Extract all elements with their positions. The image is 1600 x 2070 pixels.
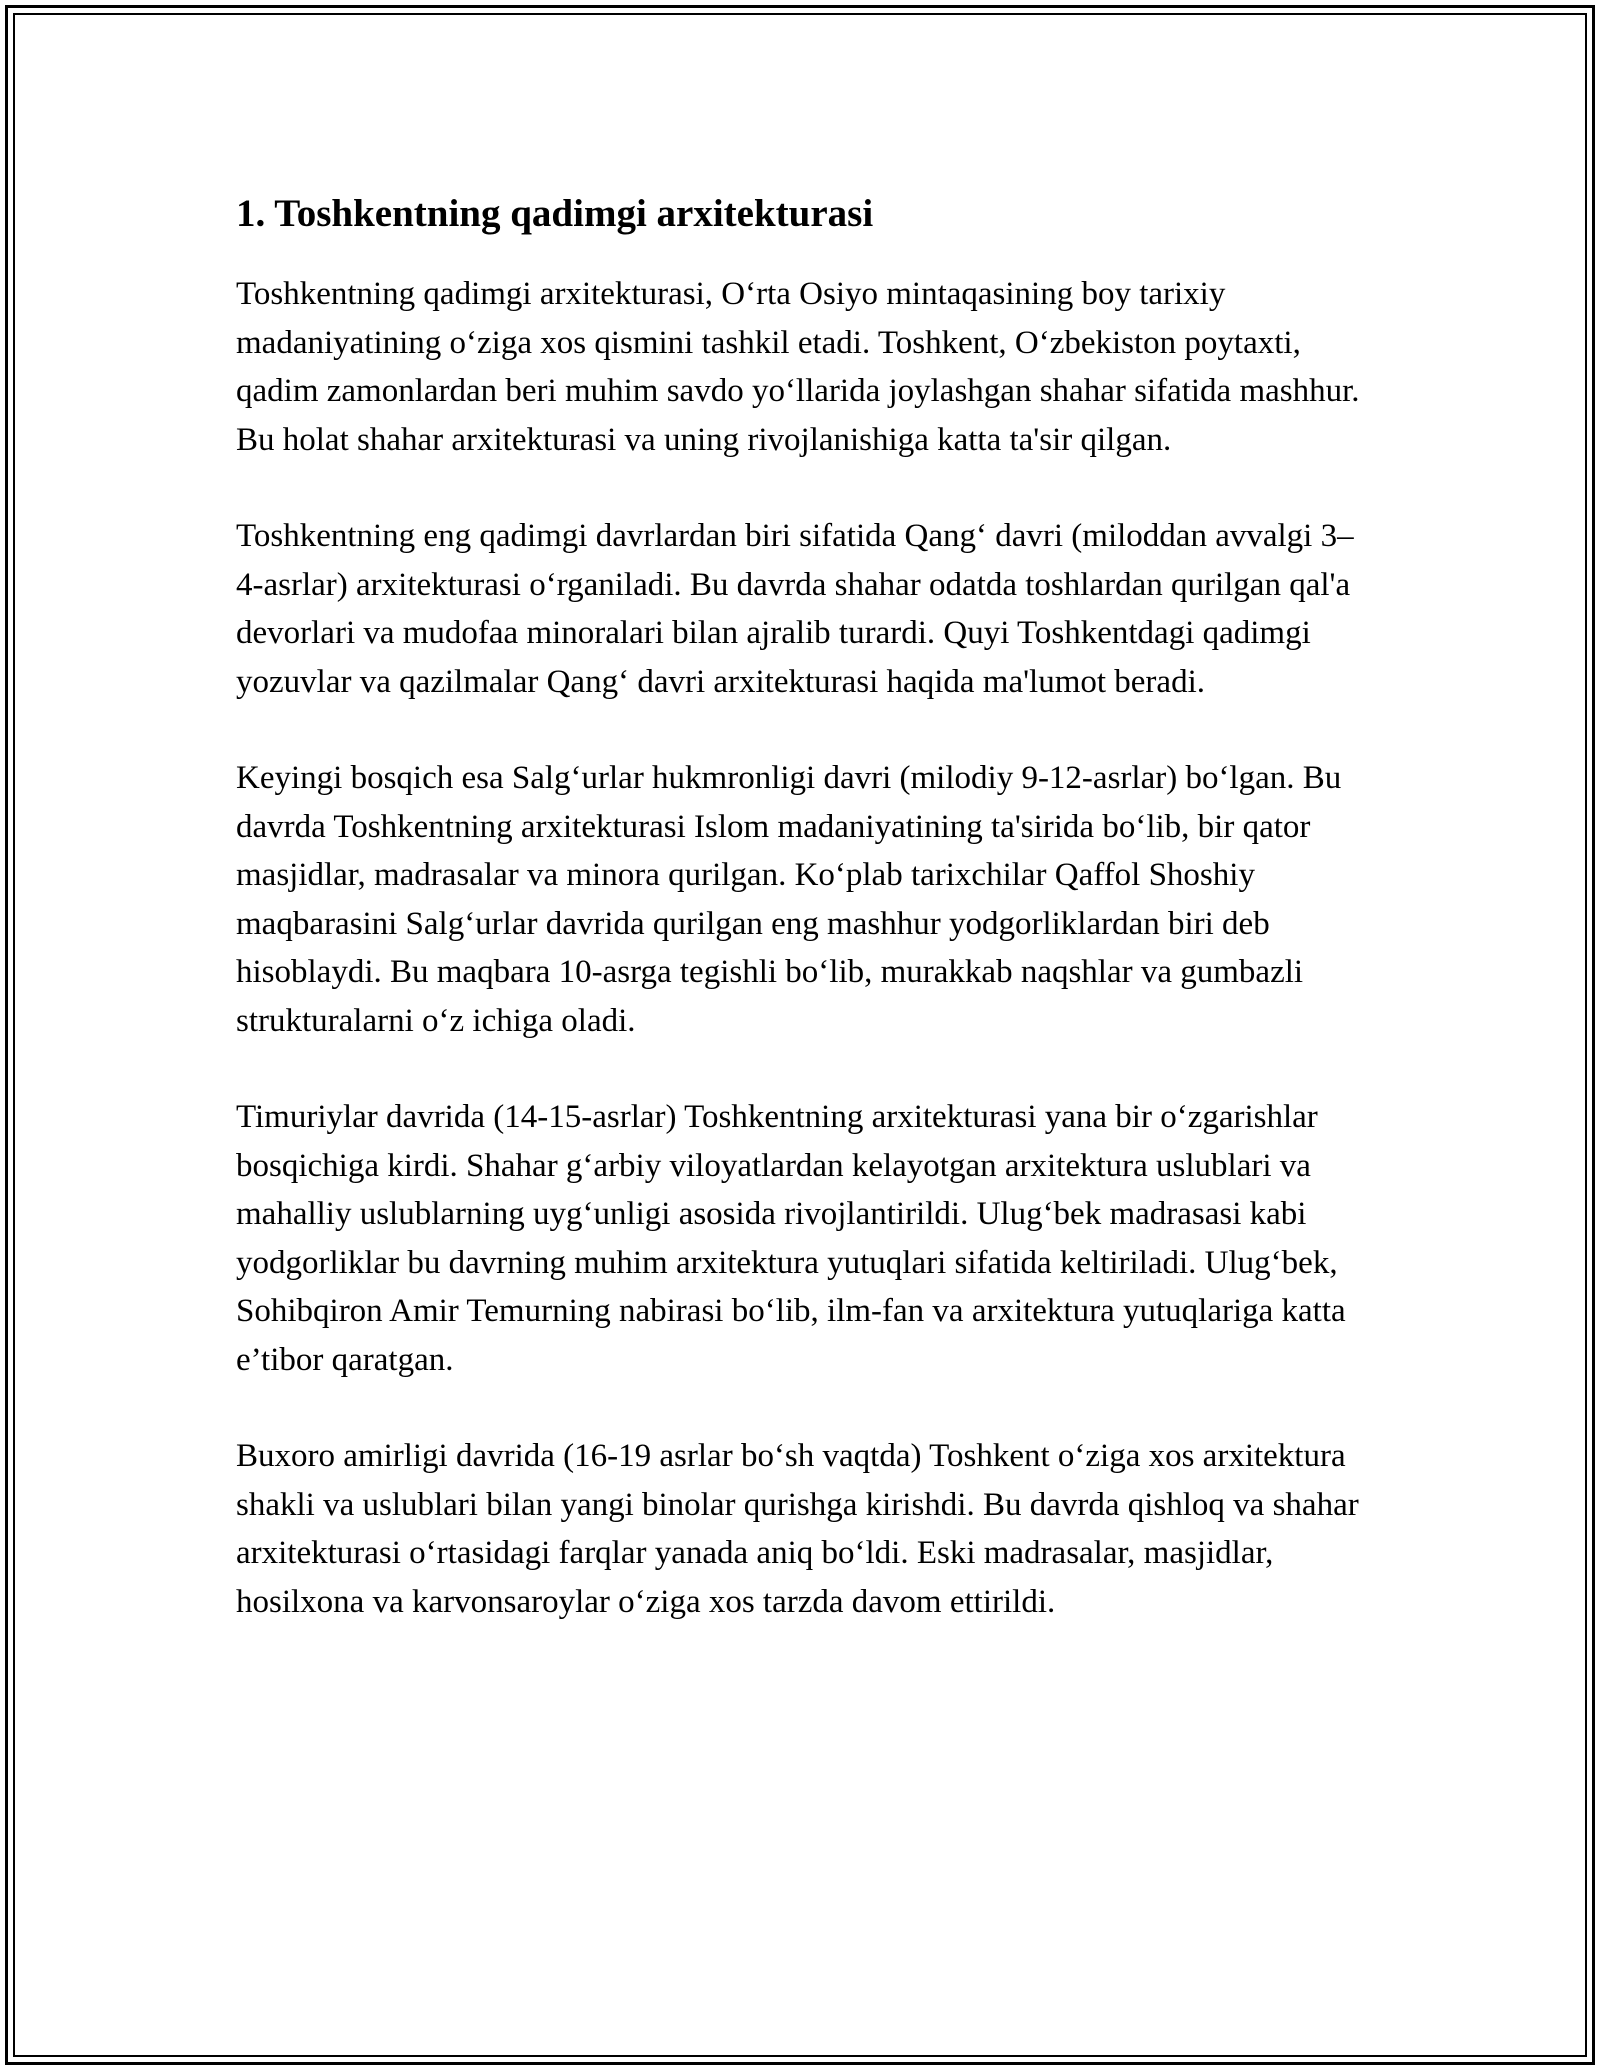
paragraph-qang-period: Toshkentning eng qadimgi davrlardan biri sifatida Qang‘ davri (miloddan avvalgi 3–4-asrlar) arxitekturasi o‘rganiladi. Bu davrda shahar odatda toshlardan qurilgan qal'a devorlari va mudofaa minoralari bilan ajralib turardi. Quyi Toshkentdagi qadimgi yozuvlar va qazilmalar Qang‘ davri arxitekturasi haqida ma'lumot beradi.	[236, 518, 1354, 700]
paragraph-timurid-period: Timuriylar davrida (14-15-asrlar) Toshkentning arxitekturasi yana bir o‘zgarishlar bosqichiga kirdi. Shahar g‘arbiy viloyatlardan kelayotgan arxitektura uslublari va mahalliy uslublarning uyg‘unligi asosida rivojlantirildi. Ulug‘bek madrasasi kabi yodgorliklar bu davrning muhim arxitektura yutuqlari sifatida keltiriladi. Ulug‘bek, Sohibqiron Amir Temurning nabirasi bo‘lib, ilm-fan va arxitektura yutuqlariga katta e’tibor qaratgan.	[236, 1099, 1346, 1378]
section-heading: 1. Toshkentning qadimgi arxitekturasi	[236, 192, 874, 235]
paragraph-salgur-period: Keyingi bosqich esa Salg‘urlar hukmronligi davri (milodiy 9-12-asrlar) bo‘lgan. Bu davrda Toshkentning arxitekturasi Islom madaniyatining ta'sirida bo‘lib, bir qator masjidlar, madrasalar va minora qurilgan. Ko‘plab tarixchilar Qaffol Shoshiy maqbarasini Salg‘urlar davrida qurilgan eng mashhur yodgorliklardan biri deb hisoblaydi. Bu maqbara 10-asrga tegishli bo‘lib, murakkab naqshlar va gumbazli strukturalarni o‘z ichiga oladi.	[236, 760, 1342, 1039]
document-body	[236, 186, 1376, 1674]
paragraph-bukhara-emirate: Buxoro amirligi davrida (16-19 asrlar bo‘sh vaqtda) Toshkent o‘ziga xos arxitektura shakli va uslublari bilan yangi binolar qurishga kirishdi. Bu davrda qishloq va shahar arxitekturasi o‘rtasidagi farqlar yanada aniq bo‘ldi. Eski madrasalar, masjidlar, hosilxona va karvonsaroylar o‘ziga xos tarzda davom ettirildi.	[236, 1438, 1359, 1620]
paragraph-intro: Toshkentning qadimgi arxitekturasi, O‘rta Osiyo mintaqasining boy tarixiy madaniyatining o‘ziga xos qismini tashkil etadi. Toshkent, O‘zbekiston poytaxti, qadim zamonlardan beri muhim savdo yo‘llarida joylashgan shahar sifatida mashhur. Bu holat shahar arxitekturasi va uning rivojlanishiga katta ta'sir qilgan.	[236, 276, 1360, 458]
